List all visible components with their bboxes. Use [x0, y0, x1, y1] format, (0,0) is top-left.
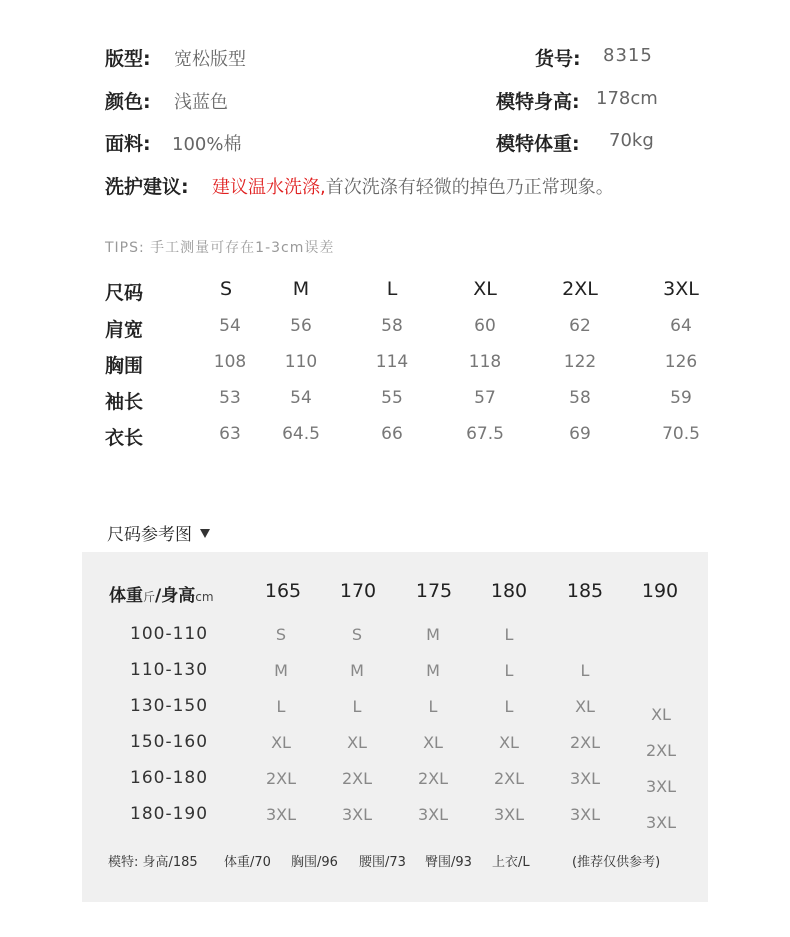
size-cell: 63: [219, 424, 241, 444]
reference-cell: 3XL: [493, 805, 525, 824]
model-height-label: 模特身高:: [496, 91, 580, 113]
reference-cell: 3XL: [265, 805, 297, 824]
model-info-weight: 体重/70: [224, 855, 271, 870]
weight-range: 150-160: [130, 732, 209, 752]
reference-cell: 3XL: [341, 805, 373, 824]
size-cell: 60: [474, 316, 496, 336]
fit-value: 宽松版型: [174, 49, 246, 70]
reference-cell: 2XL: [493, 769, 525, 788]
size-cell: 55: [381, 388, 403, 408]
model-info-waist: 腰围/73: [359, 855, 406, 870]
reference-cell: S: [275, 625, 287, 644]
reference-cell: M: [274, 661, 288, 680]
size-cell: 126: [664, 352, 698, 372]
size-head: M: [292, 278, 310, 300]
size-head: XL: [473, 278, 497, 300]
reference-cell: L: [504, 661, 514, 680]
reference-cell: 3XL: [569, 805, 601, 824]
height-head: 190: [641, 580, 679, 602]
size-cell: 118: [468, 352, 502, 372]
model-info-hip: 臀围/93: [425, 855, 472, 870]
reference-cell: M: [426, 661, 440, 680]
height-head: 165: [264, 580, 302, 602]
size-cell: 53: [219, 388, 241, 408]
size-row-label: 胸围: [105, 355, 144, 377]
size-cell: 54: [290, 388, 312, 408]
size-cell: 69: [569, 424, 591, 444]
size-reference-title-text: 尺码参考图: [107, 525, 192, 545]
weight-range: 100-110: [130, 624, 209, 644]
reference-cell: XL: [651, 705, 671, 724]
size-cell: 64.5: [282, 424, 320, 444]
size-cell: 66: [381, 424, 403, 444]
size-cell: 59: [670, 388, 692, 408]
reference-cell: 3XL: [645, 813, 677, 832]
reference-cell: L: [580, 661, 590, 680]
reference-cell: L: [504, 625, 514, 644]
size-cell: 108: [213, 352, 247, 372]
weight-range: 180-190: [130, 804, 209, 824]
height-head: 185: [566, 580, 604, 602]
size-reference-title: [107, 520, 210, 545]
head-weight: 体重: [109, 586, 143, 606]
fit-label: 版型:: [105, 48, 151, 70]
care-rest: 首次洗涤有轻微的掉色乃正常现象。: [325, 177, 614, 198]
model-height-value: 178cm: [596, 88, 658, 109]
size-head: L: [386, 278, 398, 300]
height-head: 175: [415, 580, 453, 602]
reference-cell: 2XL: [341, 769, 373, 788]
size-cell: 58: [569, 388, 591, 408]
model-info-chest: 胸围/96: [291, 855, 338, 870]
size-row-label: 袖长: [105, 391, 144, 413]
reference-cell: L: [504, 697, 514, 716]
recommendation-note: (推荐仅供参考): [572, 855, 661, 870]
reference-cell: M: [426, 625, 440, 644]
size-cell: 122: [563, 352, 597, 372]
size-head: S: [219, 278, 233, 300]
reference-cell: S: [351, 625, 363, 644]
head-height: 身高: [161, 586, 196, 606]
color-label: 颜色:: [105, 91, 151, 113]
size-cell: 70.5: [662, 424, 700, 444]
model-weight-value: 70kg: [609, 130, 654, 151]
head-separator: /: [155, 586, 162, 606]
reference-cell: 2XL: [265, 769, 297, 788]
reference-cell: 2XL: [569, 733, 601, 752]
size-row-label: 衣长: [105, 427, 144, 449]
item-no-value: 8315: [603, 45, 653, 66]
reference-cell: 3XL: [417, 805, 449, 824]
size-cell: 57: [474, 388, 496, 408]
care-highlight: 建议温水洗涤,: [212, 177, 326, 198]
head-weight-unit: 斤: [143, 590, 156, 604]
measurement-tips: TIPS: 手工测量可存在1-3cm误差: [105, 240, 335, 256]
height-head: 170: [339, 580, 377, 602]
reference-head-label: [109, 581, 214, 606]
reference-cell: 2XL: [417, 769, 449, 788]
weight-range: 160-180: [130, 768, 209, 788]
reference-cell: 3XL: [569, 769, 601, 788]
model-info-height: 模特: 身高/185: [108, 855, 198, 870]
size-cell: 110: [284, 352, 318, 372]
model-weight-label: 模特体重:: [496, 133, 580, 155]
model-info-top-size: 上衣/L: [492, 855, 530, 870]
head-height-unit: cm: [195, 590, 214, 604]
reference-cell: XL: [271, 733, 291, 752]
reference-cell: L: [276, 697, 286, 716]
fabric-value: 100%棉: [172, 134, 242, 155]
size-cell: 62: [569, 316, 591, 336]
item-no-label: 货号:: [535, 48, 581, 70]
size-cell: 58: [381, 316, 403, 336]
reference-cell: L: [428, 697, 438, 716]
size-row-label: 肩宽: [105, 319, 144, 341]
size-cell: 56: [290, 316, 312, 336]
color-value: 浅蓝色: [174, 92, 228, 113]
size-head: 2XL: [562, 278, 598, 300]
care-label: 洗护建议:: [105, 176, 189, 198]
reference-cell: XL: [499, 733, 519, 752]
reference-cell: XL: [575, 697, 595, 716]
height-head: 180: [490, 580, 528, 602]
weight-range: 110-130: [130, 660, 209, 680]
reference-cell: XL: [423, 733, 443, 752]
reference-cell: 2XL: [645, 741, 677, 760]
reference-cell: M: [350, 661, 364, 680]
size-cell: 54: [219, 316, 241, 336]
reference-cell: L: [352, 697, 362, 716]
size-cell: 114: [375, 352, 409, 372]
size-cell: 64: [670, 316, 692, 336]
size-table-corner: 尺码: [105, 282, 144, 304]
size-head: 3XL: [663, 278, 699, 300]
care-text: [212, 173, 614, 199]
reference-cell: XL: [347, 733, 367, 752]
size-cell: 67.5: [466, 424, 504, 444]
fabric-label: 面料:: [105, 133, 151, 155]
weight-range: 130-150: [130, 696, 209, 716]
triangle-down-icon: [200, 529, 210, 538]
reference-cell: 3XL: [645, 777, 677, 796]
